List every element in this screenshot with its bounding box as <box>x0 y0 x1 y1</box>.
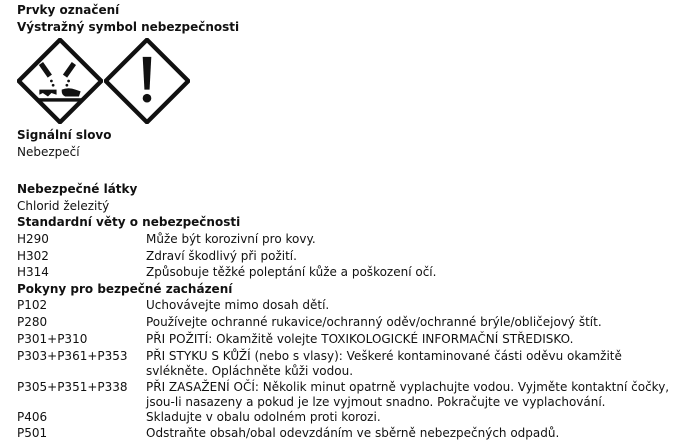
precaution-text-continued: jsou-li nasazeny a pokud je lze vyjmout snadno. Pokračujte ve vyplachování. <box>146 395 606 409</box>
precaution-text: PŘI ZASAŽENÍ OČÍ: Několik minut opatrně vyplachujte vodou. Vyjměte kontaktní čočky, <box>146 380 670 394</box>
hazard-text: Způsobuje těžké poleptání kůže a poškození očí. <box>146 265 437 279</box>
precaution-code: P280 <box>17 315 48 329</box>
precaution-text: PŘI STYKU S KŮŽÍ (nebo s vlasy): Veškeré kontaminované části oděvu okamžitě <box>146 349 622 363</box>
precaution-text: Uchovávejte mimo dosah dětí. <box>146 298 330 312</box>
precaution-code: P102 <box>17 298 48 312</box>
precautionary-heading: Pokyny pro bezpečné zacházení <box>17 282 233 296</box>
corrosion-pictogram-icon <box>17 38 103 124</box>
precaution-code: P501 <box>17 426 48 440</box>
precaution-text-continued: svlékněte. Opláchněte kůži vodou. <box>146 364 354 378</box>
hazard-text: Může být korozivní pro kovy. <box>146 232 316 246</box>
precaution-code: P406 <box>17 410 48 424</box>
hazardous-heading: Nebezpečné látky <box>17 182 138 196</box>
hazard-text: Zdraví škodlivý při požití. <box>146 249 297 263</box>
precaution-code: P305+P351+P338 <box>17 380 128 394</box>
hazardous-substance: Chlorid železitý <box>17 199 110 213</box>
precaution-text: PŘI POŽITÍ: Okamžitě volejte TOXIKOLOGICKÉ INFORMAČNÍ STŘEDISKO. <box>146 332 574 346</box>
signal-heading: Signální slovo <box>17 128 112 142</box>
exclamation-pictogram-icon <box>104 38 190 124</box>
precaution-text: Používejte ochranné rukavice/ochranný oděv/ochranné brýle/obličejový štít. <box>146 315 602 329</box>
precaution-code: P303+P361+P353 <box>17 349 128 363</box>
precaution-text: Odstraňte obsah/obal odevzdáním ve sběrně nebezpečných odpadů. <box>146 426 560 440</box>
precaution-code: P301+P310 <box>17 332 88 346</box>
signal-word: Nebezpečí <box>17 145 80 159</box>
hazard-code: H290 <box>17 232 49 246</box>
pictogram-heading: Výstražný symbol nebezpečnosti <box>17 20 240 34</box>
section-title: Prvky označení <box>17 3 120 17</box>
hazard-statements-heading: Standardní věty o nebezpečnosti <box>17 215 241 229</box>
hazard-code: H314 <box>17 265 49 279</box>
precaution-text: Skladujte v obalu odolném proti korozi. <box>146 410 381 424</box>
hazard-code: H302 <box>17 249 49 263</box>
